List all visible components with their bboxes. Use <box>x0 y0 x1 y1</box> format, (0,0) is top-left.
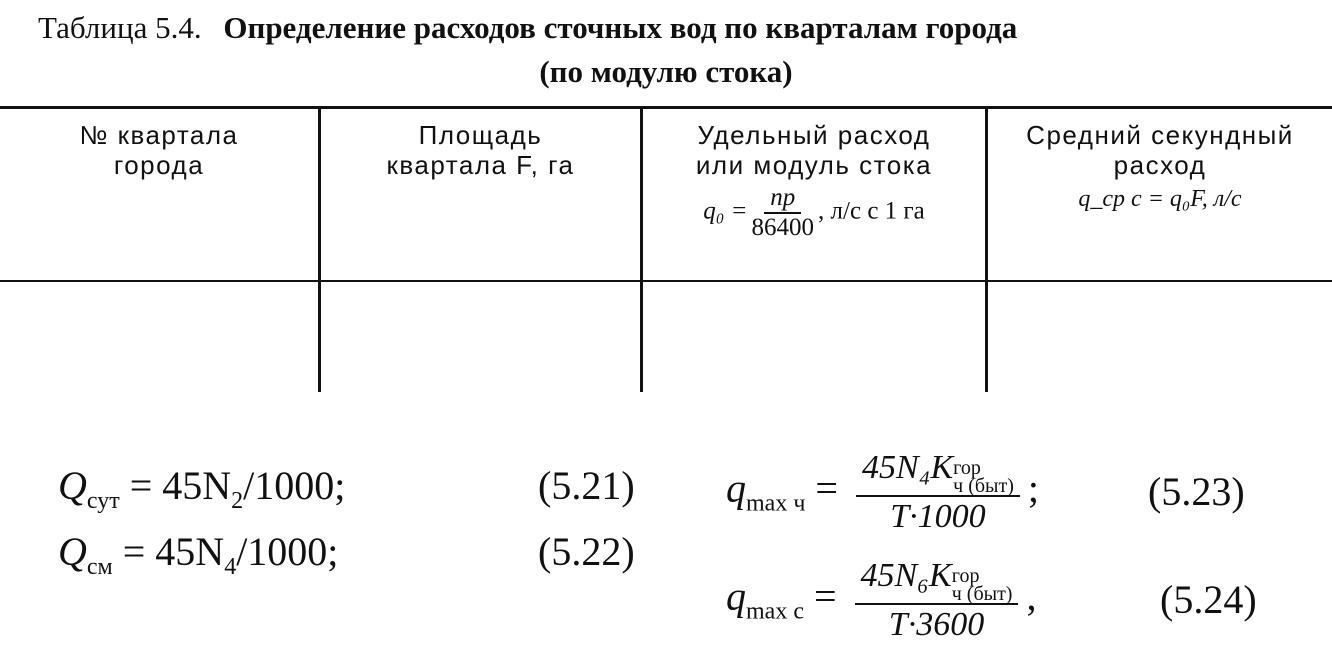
eq-rhs: = 45N <box>119 463 232 508</box>
eq-numerator <box>856 448 1020 497</box>
equation-number: (5.23) <box>1148 469 1245 514</box>
eq-lhs: q <box>726 573 746 619</box>
equation-5-24: $q_{max с}$ = 45N₆K гор ч (быт) T·3600 , <box>726 557 1037 643</box>
table-top-border <box>0 106 1332 109</box>
eq-lhs-sub: сут <box>86 488 120 514</box>
eq-lhs-sub: max ч <box>746 490 806 517</box>
header-specific-flow <box>643 120 985 242</box>
header-mean-flow-label: Средний секундный расход <box>1026 120 1294 180</box>
eq-tail: , <box>1026 573 1037 619</box>
eq-rest: /1000; <box>243 463 346 508</box>
header-specific-flow-label: Удельный расход или модуль стока <box>695 120 933 180</box>
eq-tail: ; <box>1027 465 1039 511</box>
eq-sup: гор <box>951 565 980 587</box>
eq-rhs-sub: 2 <box>231 488 244 514</box>
mean-flow-formula: q_ср с = q₀F, л/с <box>1078 186 1242 212</box>
eq-sub: ч (быт) <box>953 475 1014 497</box>
formula-denominator: 86400 <box>751 214 815 241</box>
eq-fraction <box>856 448 1020 537</box>
table-header-border <box>0 280 1332 282</box>
eq-denominator: T·3600 <box>888 606 985 643</box>
formula-lhs: q₀ = <box>703 197 748 225</box>
eq-sup: гор <box>953 457 981 479</box>
eq-sub: ч (быт) <box>951 583 1013 605</box>
header-quarter-number: № квартала города <box>79 120 239 180</box>
formula-numerator: np <box>764 184 801 214</box>
eq-rhs-sub: 4 <box>224 554 237 580</box>
eq-num-text: 45N₆K <box>860 557 952 594</box>
equation-number: (5.24) <box>1160 577 1257 622</box>
table-label: Таблица 5.4. <box>38 10 202 45</box>
eq-lhs-sub: см <box>86 554 113 580</box>
table-title: Определение расходов сточных вод по кварталам города <box>223 10 1018 45</box>
table-subtitle: (по модулю стока) <box>539 54 793 89</box>
equation-5-23: $q_{max ч}$ = 45N₄K гор ч (быт) T·1000 ; <box>726 449 1039 535</box>
eq-lhs: Q <box>58 463 87 508</box>
equation-5-22 <box>58 528 338 581</box>
eq-fraction <box>855 556 1019 645</box>
eq-lhs: Q <box>58 529 87 574</box>
eq-denominator: T·1000 <box>890 498 986 535</box>
eq-rhs: = 45N <box>112 529 225 574</box>
eq-lhs-sub: max с <box>746 598 804 625</box>
specific-flow-formula <box>643 184 985 242</box>
equation-number: (5.22) <box>538 529 635 574</box>
eq-rest: /1000; <box>236 529 339 574</box>
eq-num-text: 45N₄K <box>861 449 954 486</box>
eq-lhs: q <box>726 465 746 511</box>
equation-number: (5.21) <box>538 463 635 508</box>
table-caption <box>38 10 1017 46</box>
eq-numerator <box>855 556 1019 605</box>
formula-unit: , л/с с 1 га <box>818 197 925 225</box>
equation-5-21 <box>58 462 345 515</box>
header-area: Площадь квартала F, га <box>386 120 575 180</box>
header-mean-flow <box>988 120 1332 214</box>
